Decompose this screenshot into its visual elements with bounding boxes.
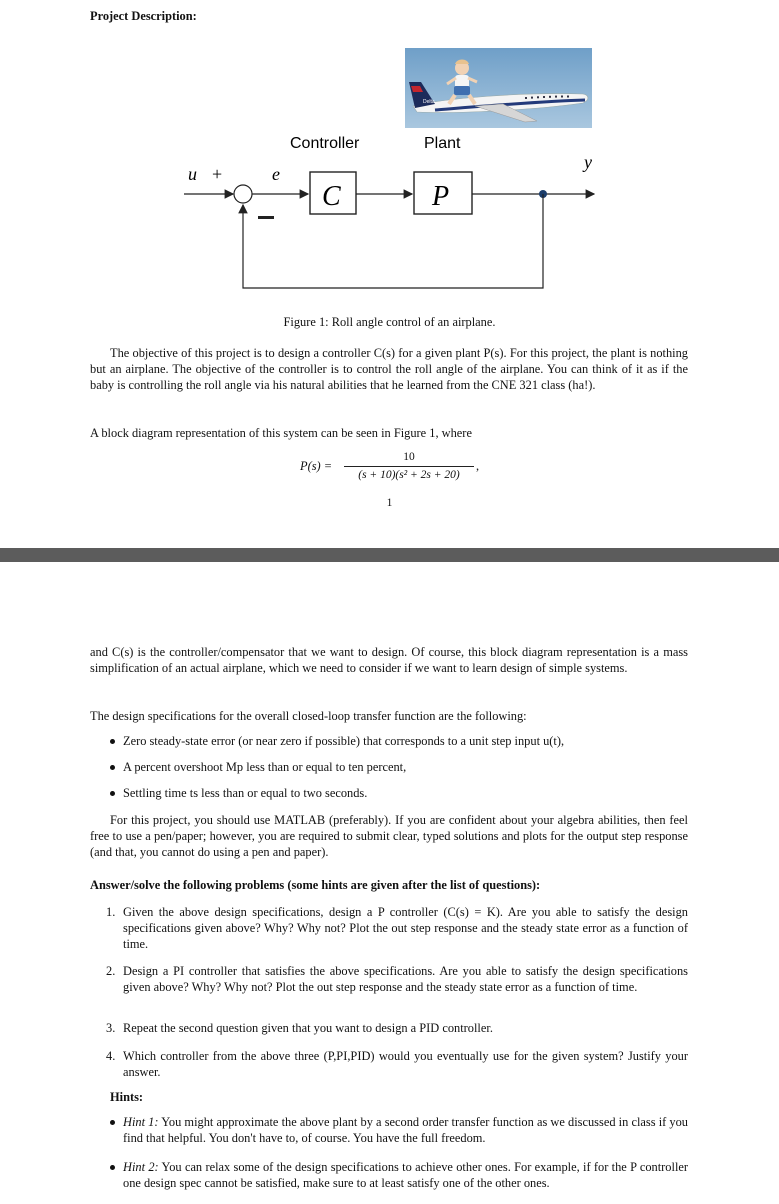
block-diagram <box>180 128 610 303</box>
output-symbol: y <box>584 152 592 172</box>
question-item: Given the above design specifications, design a P controller (C(s) = K). Are you able to satisfy the design specifications given above? Why? Why not? Plot the out step response and the steady state error as a function of time. <box>123 905 688 951</box>
question-item: Design a PI controller that satisfies the above specifications. Are you able to satisfy the design specifications given above? Why? Why not? Plot the out step response and the steady state error as a function of time. <box>123 964 688 994</box>
minus-sign <box>258 216 274 219</box>
page-2 <box>0 562 779 1204</box>
figure-caption: Figure 1: Roll angle control of an airplane. <box>283 315 496 329</box>
bullet-icon <box>110 1165 115 1170</box>
plus-sign: + <box>212 164 223 184</box>
hints-heading: Hints: <box>110 1090 144 1104</box>
hint-item <box>123 1159 688 1191</box>
continuation-paragraph: and C(s) is the controller/compensator that we want to design. Of course, this block diagram representation is a mass simplification of an actual airplane, which we need to consider if we want to learn design of simple systems. <box>90 645 688 675</box>
question-item: Which controller from the above three (P,PI,PID) would you eventually use for the given system? Justify your answer. <box>123 1049 688 1079</box>
controller-label: Controller <box>290 135 360 152</box>
question-item: Repeat the second question given that you want to design a PID controller. <box>123 1021 493 1035</box>
spec-item: Zero steady-state error (or near zero if possible) that corresponds to a unit step input u(t), <box>123 734 565 748</box>
diagram-paragraph: A block diagram representation of this system can be seen in Figure 1, where <box>90 426 472 440</box>
intro-paragraph: The objective of this project is to design a controller C(s) for a given plant P(s). For this project, the plant is nothing but an airplane. The objective of the controller is to control the roll angle of the airplane. You can think of it as if the baby is controlling the roll angle via his natural abilities that he learned from the CNE 321 class (ha!). <box>90 346 688 392</box>
hint-text: You can relax some of the design specifications to achieve other ones. For example, if for the P controller one design spec cannot be satisfied, make sure to at least satisfy one of the other ones. <box>123 1160 689 1190</box>
page-number: 1 <box>386 497 393 509</box>
matlab-paragraph: For this project, you should use MATLAB (preferably). If you are confident about your algebra abilities, then feel free to use a pen/paper; however, you are required to submit clear, typed solutions and plots for the output step response (and that, you cannot do using a pen and paper). <box>90 813 688 859</box>
answer-heading: Answer/solve the following problems (some hints are given after the list of questions): <box>90 878 541 892</box>
hint-text: You might approximate the above plant by a second order transfer function as we discussed in class if you find that helpful. You don't have to, of course. You have the full freedom. <box>123 1115 688 1145</box>
plant-symbol: P <box>432 181 450 212</box>
question-number: 2. <box>106 964 116 978</box>
equation-numerator: 10 <box>403 451 415 463</box>
hint-label: Hint 1: <box>123 1115 159 1129</box>
section-heading: Project Description: <box>90 9 197 23</box>
equation-denominator: (s + 10)(s² + 2s + 20) <box>358 469 460 481</box>
input-symbol: u <box>188 164 197 184</box>
plant-label: Plant <box>424 135 461 152</box>
summing-junction <box>234 185 252 203</box>
bullet-icon <box>110 765 115 770</box>
hint-label: Hint 2: <box>123 1160 159 1174</box>
feedback-path <box>243 194 543 288</box>
hint-item <box>123 1114 688 1146</box>
question-number: 3. <box>106 1021 116 1035</box>
bullet-icon <box>110 739 115 744</box>
question-number: 4. <box>106 1049 116 1063</box>
airplane-photo <box>405 48 592 128</box>
error-symbol: e <box>272 164 280 184</box>
specs-intro: The design specifications for the overall closed-loop transfer function are the following: <box>90 709 527 723</box>
page-separator <box>0 548 779 562</box>
page-1 <box>0 0 779 548</box>
equation-lhs: P(s) = <box>300 459 333 473</box>
bullet-icon <box>110 791 115 796</box>
spec-item: Settling time ts less than or equal to two seconds. <box>123 786 368 800</box>
controller-symbol: C <box>322 181 341 212</box>
spec-item: A percent overshoot Mp less than or equal to ten percent, <box>123 760 407 774</box>
equation-tail: , <box>476 459 480 473</box>
livery-text: Delta <box>423 99 435 105</box>
question-number: 1. <box>106 905 116 919</box>
bullet-icon <box>110 1120 115 1125</box>
